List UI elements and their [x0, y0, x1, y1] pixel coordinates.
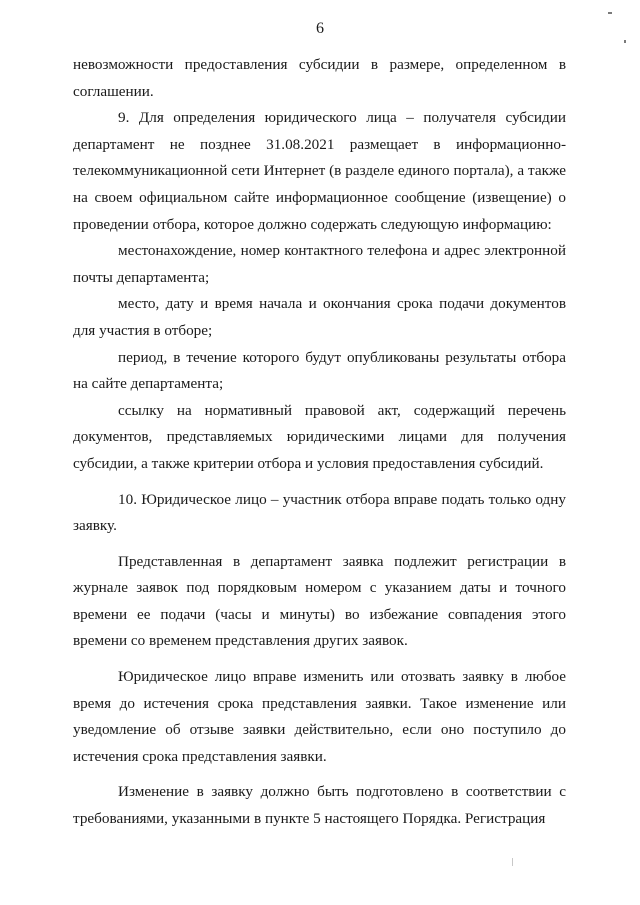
paragraph-item-9: 9. Для определения юридического лица – получателя субсидии департамент не позднее 31.08.2021 размещает в информационно-телекоммуникационной сети Интернет (в разделе единого портала), а также на своем официальном сайте информационное сообщение (извещение) о проведении отбора, которое должно содержать следующую информацию: [73, 109, 566, 233]
paragraph-amendment: Изменение в заявку должно быть подготовлено в соответствии с требованиями, указанными в пункте 5 настоящего Порядка. Регистрация [73, 783, 566, 828]
scan-speck [624, 40, 626, 43]
document-body [73, 52, 566, 833]
paragraph-legal-act: ссылку на нормативный правовой акт, содержащий перечень документов, представляемых юридическими лицами для получения субсидии, а также критерии отбора и условия предоставления субсидий. [73, 401, 566, 472]
paragraph-continuation: невозможности предоставления субсидии в размере, определенном в соглашении. [73, 56, 566, 100]
paragraph-dates: место, дату и время начала и окончания срока подачи документов для участия в отборе; [73, 295, 566, 339]
paragraph-item-10: 10. Юридическое лицо – участник отбора вправе подать только одну заявку. [73, 490, 566, 535]
paragraph-registration: Представленная в департамент заявка подлежит регистрации в журнале заявок под порядковым номером с указанием даты и точного времени ее подачи (часы и минуты) во избежание совпадения этого времени со временем представления других заявок. [73, 552, 566, 650]
paragraph-period: период, в течение которого будут опубликованы результаты отбора на сайте департамента; [73, 348, 566, 393]
scan-speck [608, 12, 612, 14]
page-number: 6 [316, 20, 324, 37]
scan-speck [512, 858, 513, 866]
paragraph-withdrawal: Юридическое лицо вправе изменить или отозвать заявку в любое время до истечения срока представления заявки. Такое изменение или уведомление об отзыве заявки действительно, если оно поступило до истечения срока представления заявки. [73, 668, 566, 765]
paragraph-location: местонахождение, номер контактного телефона и адрес электронной почты департамента; [73, 242, 566, 286]
